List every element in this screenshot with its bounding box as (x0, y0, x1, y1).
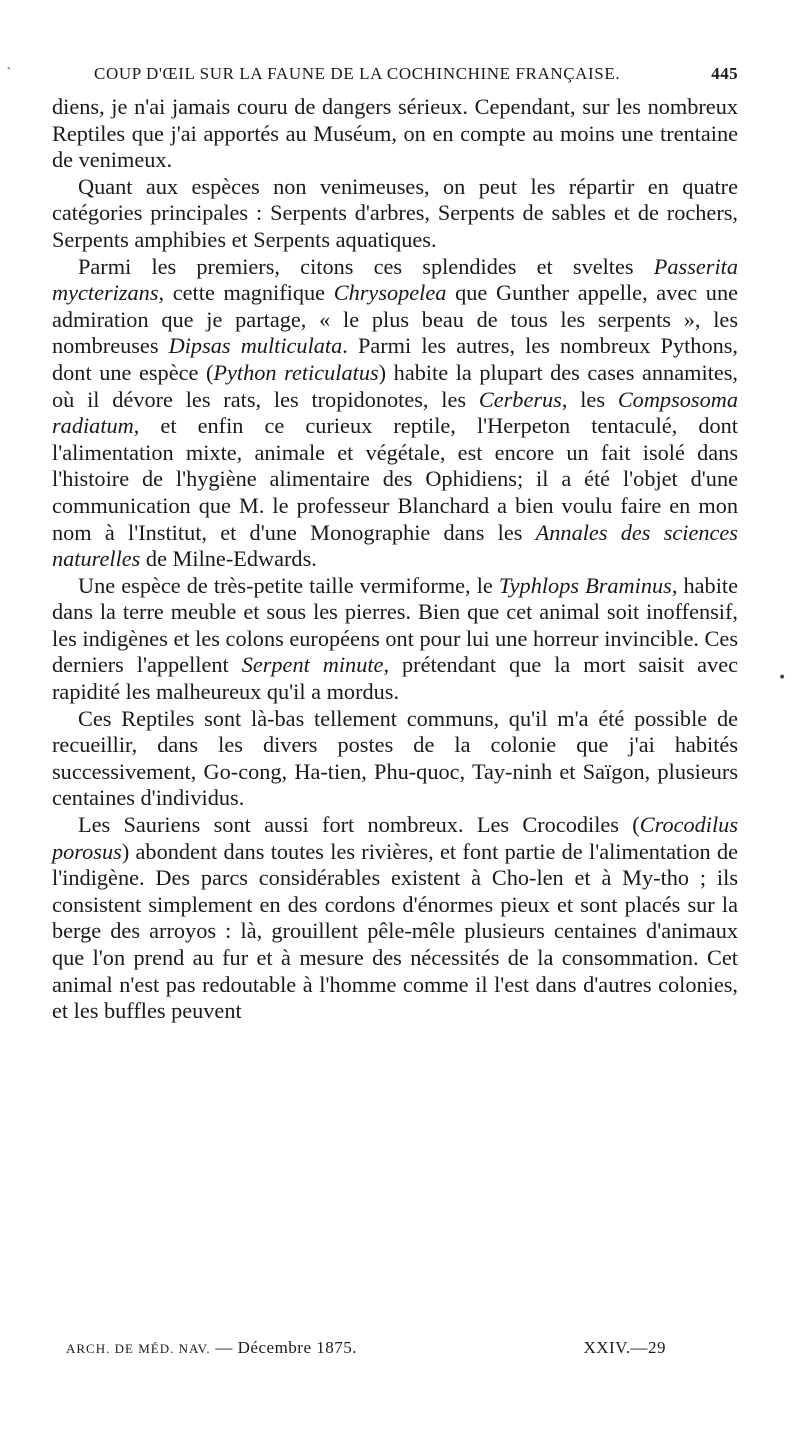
page-footer (66, 1338, 666, 1358)
text-run: , et enfin ce curieux reptile, l'Herpeton tentaculé, dont l'alimentation mixte, animale et végétale, est encore un fait isolé dans l'histoire de l'hygiène alimentaire des Ophidiens; il a été l'objet d'une communication que M. le professeur Blanchard a bien voulu faire en mon nom à l'Institut, et d'une Monographie dans les (52, 413, 738, 545)
text-run: Parmi les premiers, citons ces splendides et sveltes (78, 253, 654, 279)
italic-term: Compsosoma radiatum (52, 386, 738, 439)
paragraph (52, 706, 738, 812)
text-run: Les Sauriens sont aussi fort nombreux. Les Crocodiles ( (78, 812, 640, 838)
issue-date: Décembre 1875. (237, 1338, 357, 1357)
running-head (52, 64, 738, 94)
paragraph (52, 254, 738, 573)
running-title: COUP D'ŒIL SUR LA FAUNE DE LA COCHINCHINE FRANÇAISE. (94, 64, 621, 83)
text-run: Ces Reptiles sont là-bas tellement communs, qu'il m'a été possible de recueillir, dans les divers postes de la colonie que j'ai habités successivement, Go-cong, Ha-tien, Phu-quoc, Tay-ninh et Saïgon, plusieurs centaines d'individus. (52, 705, 738, 811)
text-run: , les (561, 386, 618, 412)
page (52, 64, 738, 1025)
italic-term: Annales des sciences naturelles (52, 519, 738, 572)
italic-term: Crocodilus porosus (52, 812, 738, 864)
text-run: diens, je n'ai jamais couru de dangers sérieux. Cependant, sur les nombreux Reptiles que j'ai apportés au Muséum, on en compte au moins une trentaine de venimeux. (52, 94, 738, 173)
paragraph (52, 812, 738, 1025)
paragraph (52, 94, 738, 174)
text-run: que Gunther appelle, avec une admiration que je partage, « le plus beau de tous les serpents », les nombreuses (52, 280, 739, 359)
text-run: . Parmi les autres, les nombreux Pythons, dont une espèce ( (52, 333, 738, 385)
margin-mark: ` (6, 66, 13, 82)
text-run: Quant aux espèces non venimeuses, on peut les répartir en quatre catégories principales : Serpents d'arbres, Serpents de sables et de rochers, Serpents amphibies et Serpents aquatiques. (52, 173, 738, 252)
paragraph (52, 573, 738, 706)
body-text (52, 94, 738, 1025)
text-run: , cette magnifique (158, 280, 334, 306)
italic-term: Cerberus (478, 386, 562, 412)
journal-abbreviation: ARCH. DE MÉD. NAV. (66, 1341, 211, 1356)
text-run: Une espèce de très-petite taille vermiforme, le (78, 572, 499, 598)
italic-term: Serpent minute (241, 652, 384, 678)
italic-term: Chrysopelea (333, 280, 447, 306)
text-run: , prétendant que la mort saisit avec rapidité les malheureux qu'il a mordus. (52, 652, 738, 705)
margin-mark: • (778, 670, 787, 686)
italic-term: Typhlops Braminus (498, 572, 672, 598)
text-run: , habite dans la terre meuble et sous les pierres. Bien que cet animal soit inoffensif, les indigènes et les colons européens ont pour lui une horreur invincible. Ces derniers l'appellent (52, 572, 738, 678)
italic-term: Python reticulatus (213, 359, 379, 385)
paragraph (52, 174, 738, 254)
text-run: ) abondent dans toutes les rivières, et font partie de l'alimentation de l'indigène. Des parcs considérables existent à Cho-len et à My-tho ; ils consistent simplement en des cordons d'énormes pieux et sont placés sur la berge des arroyos : là, grouillent pêle-mêle plusieurs centaines d'animaux que l'on prend au fur et à mesure des nécessités de la consommation. Cet animal n'est pas redoutable à l'homme comme il l'est dans d'autres colonies, et les buffles peuvent (52, 838, 738, 1024)
signature-mark: XXIV.—29 (583, 1338, 666, 1357)
italic-term: Dipsas multiculata (168, 333, 343, 359)
italic-term: Passerita mycterizans (52, 253, 738, 306)
page-number: 445 (711, 64, 738, 83)
footer-separator: — (215, 1338, 233, 1357)
text-run: de Milne-Edwards. (140, 546, 317, 572)
text-run: ) habite la plupart des cases annamites, où il dévore les rats, les tropidonotes, les (52, 359, 738, 412)
